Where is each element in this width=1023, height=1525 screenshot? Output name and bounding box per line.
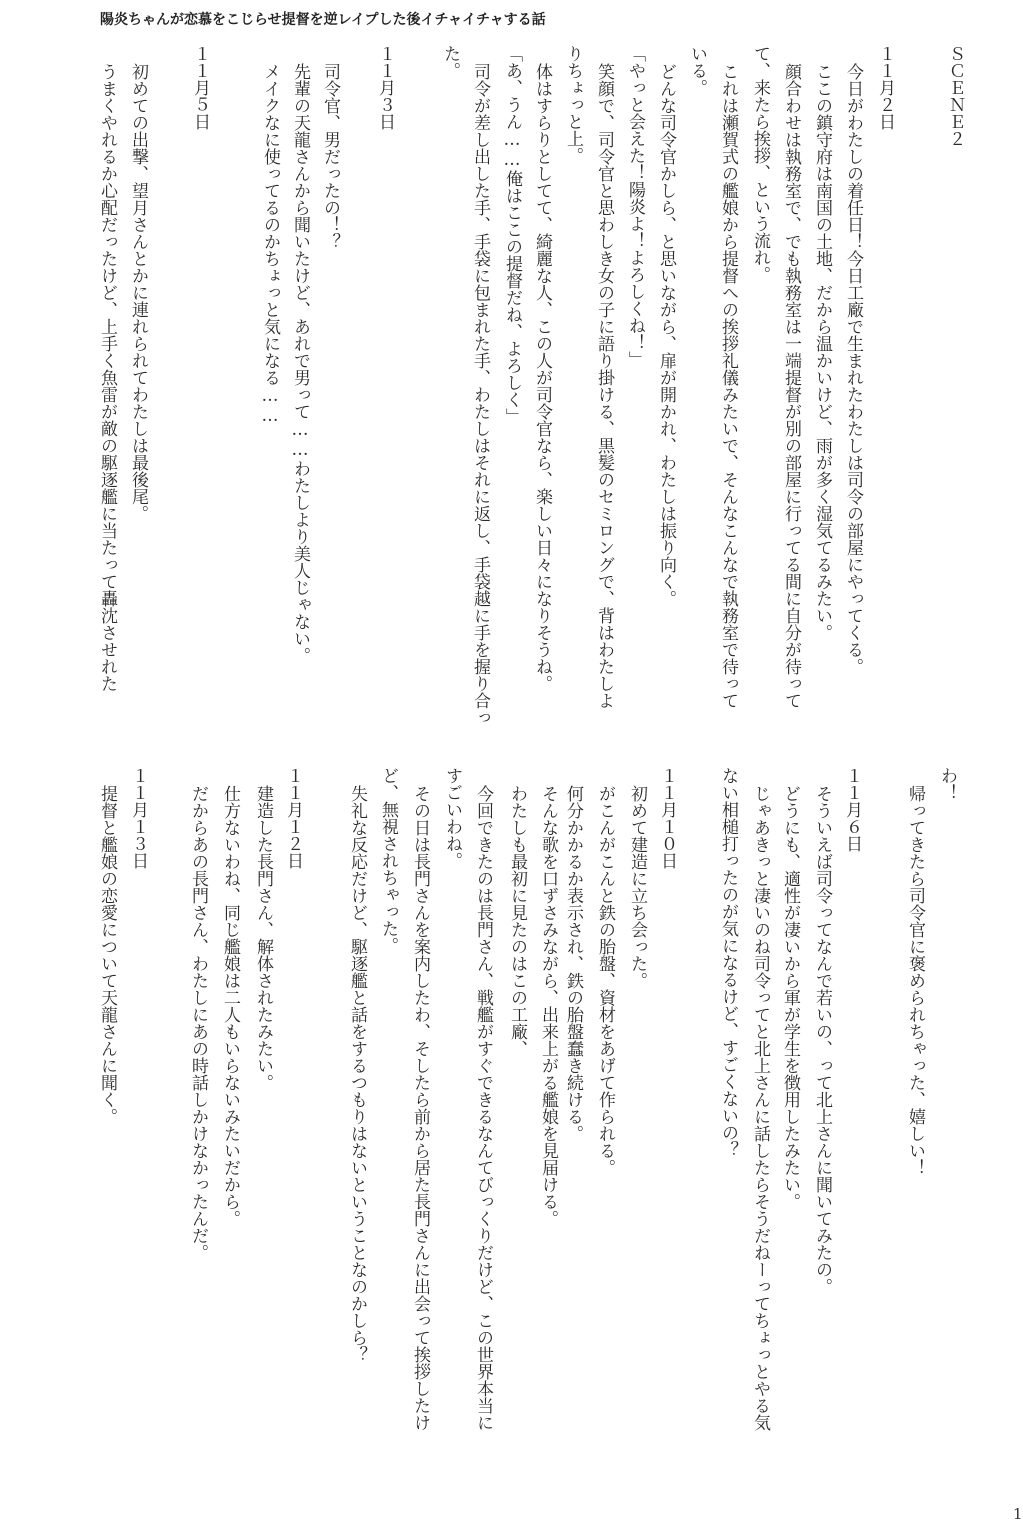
bottom-text-line: １１月１２日 xyxy=(283,767,303,869)
bottom-text-line: 提督と艦娘の恋愛について天龍さんに聞く。 xyxy=(97,785,117,1125)
top-text-line: １１月３日 xyxy=(375,45,395,130)
bottom-text-line: そういえば司令ってなんで若いの、って北上さんに聞いてみたの。 xyxy=(812,785,832,1295)
top-text-line: た。 xyxy=(440,45,460,79)
top-text-line: 笑顔で、司令官と思わしき女の子に語り掛ける、黒髪のセミロングで、背はわたしよ xyxy=(594,63,614,709)
top-text-line: 司令が差し出した手、手袋に包まれた手、わたしはそれに返し、手袋越に手を握り合っ xyxy=(470,63,490,726)
bottom-text-line: わ！ xyxy=(937,767,957,801)
top-text-line: 「あ、うん……俺はここの提督だね、よろしく」 xyxy=(502,45,522,425)
bottom-text-line: ど、無視されちゃった。 xyxy=(378,767,398,954)
top-text-line: 「やっと会えた！陽炎よ！よろしくね！」 xyxy=(625,45,645,368)
top-text-line: メイクなに使ってるのかちょっと気になる…… xyxy=(260,63,280,426)
bottom-text-line: ない相槌打ったのが気になるけど、すごくないの？ xyxy=(718,767,738,1158)
top-text-line: １１月２日 xyxy=(875,45,895,130)
top-text-line: 顔合わせは執務室で、でも執務室は一端提督が別の部屋に行ってる間に自分が待って xyxy=(781,63,801,709)
bottom-text-line: 仕方ないわね、同じ艦娘は二人もいらないみたいだから。 xyxy=(220,785,240,1227)
bottom-text-line: 初めて建造に立ち会った。 xyxy=(627,785,647,989)
top-text-line: これは瀬賀式の艦娘から提督への挨拶礼儀みたいで、そんなこんなで執務室で待って xyxy=(718,63,738,709)
bottom-text-line: １１月１３日 xyxy=(128,767,148,869)
top-text-line: ＳＣＥＮＥ２ xyxy=(945,45,965,147)
document-header-title: 陽炎ちゃんが恋慕をこじらせ提督を逆レイプした後イチャイチャする話 xyxy=(100,12,546,28)
top-text-line: て、来たら挨拶、という流れ。 xyxy=(750,45,770,283)
top-text-line: 先輩の天龍さんから聞いたけど、あれで男って……わたしより美人じゃない。 xyxy=(290,63,310,664)
bottom-text-line: 今回できたのは長門さん、戦艦がすぐできるなんてびっくりだけど、この世界本当に xyxy=(473,785,493,1431)
top-text-line: うまくやれるか心配だったけど、上手く魚雷が敵の駆逐艦に当たって轟沈させれた xyxy=(97,63,117,692)
bottom-text-line: すごいわね。 xyxy=(442,767,462,869)
bottom-text-line: 何分かかるか表示され、鉄の胎盤蠢き続ける。 xyxy=(563,785,583,1142)
top-text-line: いる。 xyxy=(687,45,707,96)
top-text-line: 司令官、男だったの！？ xyxy=(320,63,340,250)
top-text-line: 初めての出撃、望月さんとかに連れられてわたしは最後尾。 xyxy=(128,63,148,522)
bottom-text-line: だからあの長門さん、わたしにあの時話しかけなかったんだ。 xyxy=(188,785,208,1261)
top-text-line: １１月５日 xyxy=(190,45,210,130)
bottom-text-line: １１月６日 xyxy=(842,767,862,852)
bottom-text-line: どうにも、適性が凄いから軍が学生を徴用したみたい。 xyxy=(780,785,800,1210)
bottom-text-line: わたしも最初に見たのはこの工廠、 xyxy=(507,785,527,1057)
top-text-line: ここの鎮守府は南国の土地、だから温かいけど、雨が多く湿気てるみたい。 xyxy=(812,63,832,641)
top-text-line: 今日がわたしの着任日！今日工廠で生まれたわたしは司令の部屋にやってくる。 xyxy=(843,63,863,675)
bottom-text-line: そんな歌を口ずさみながら、出来上がる艦娘を見届ける。 xyxy=(538,785,558,1227)
bottom-text-line: １１月１０日 xyxy=(657,767,677,869)
bottom-text-line: 帰ってきたら司令官に褒められちゃった、嬉しい！ xyxy=(905,785,925,1176)
bottom-text-line: 建造した長門さん、解体されたみたい。 xyxy=(253,785,273,1091)
page-number: 1 xyxy=(1013,1505,1023,1523)
top-text-line: 体はすらりとしてて、綺麗な人、この人が司令官なら、楽しい日々になりそうね。 xyxy=(532,63,552,692)
bottom-text-line: その日は長門さんを案内したわ、そしたら前から居た長門さんに出会って挨拶したけ xyxy=(410,785,430,1431)
bottom-text-line: 失礼な反応だけど、駆逐艦と話をするつもりはないということなのかしら？ xyxy=(347,785,367,1363)
bottom-text-line: がこんがこんと鉄の胎盤、資材をあげて作られる。 xyxy=(595,785,615,1176)
top-text-line: どんな司令官かしら、と思いながら、扉が開かれ、わたしは振り向く。 xyxy=(656,63,676,607)
top-text-line: りちょっと上。 xyxy=(563,45,583,164)
bottom-text-line: じゃあきっと凄いのね司令ってと北上さんに話したらそうだねーってちょっとやる気 xyxy=(750,785,770,1431)
